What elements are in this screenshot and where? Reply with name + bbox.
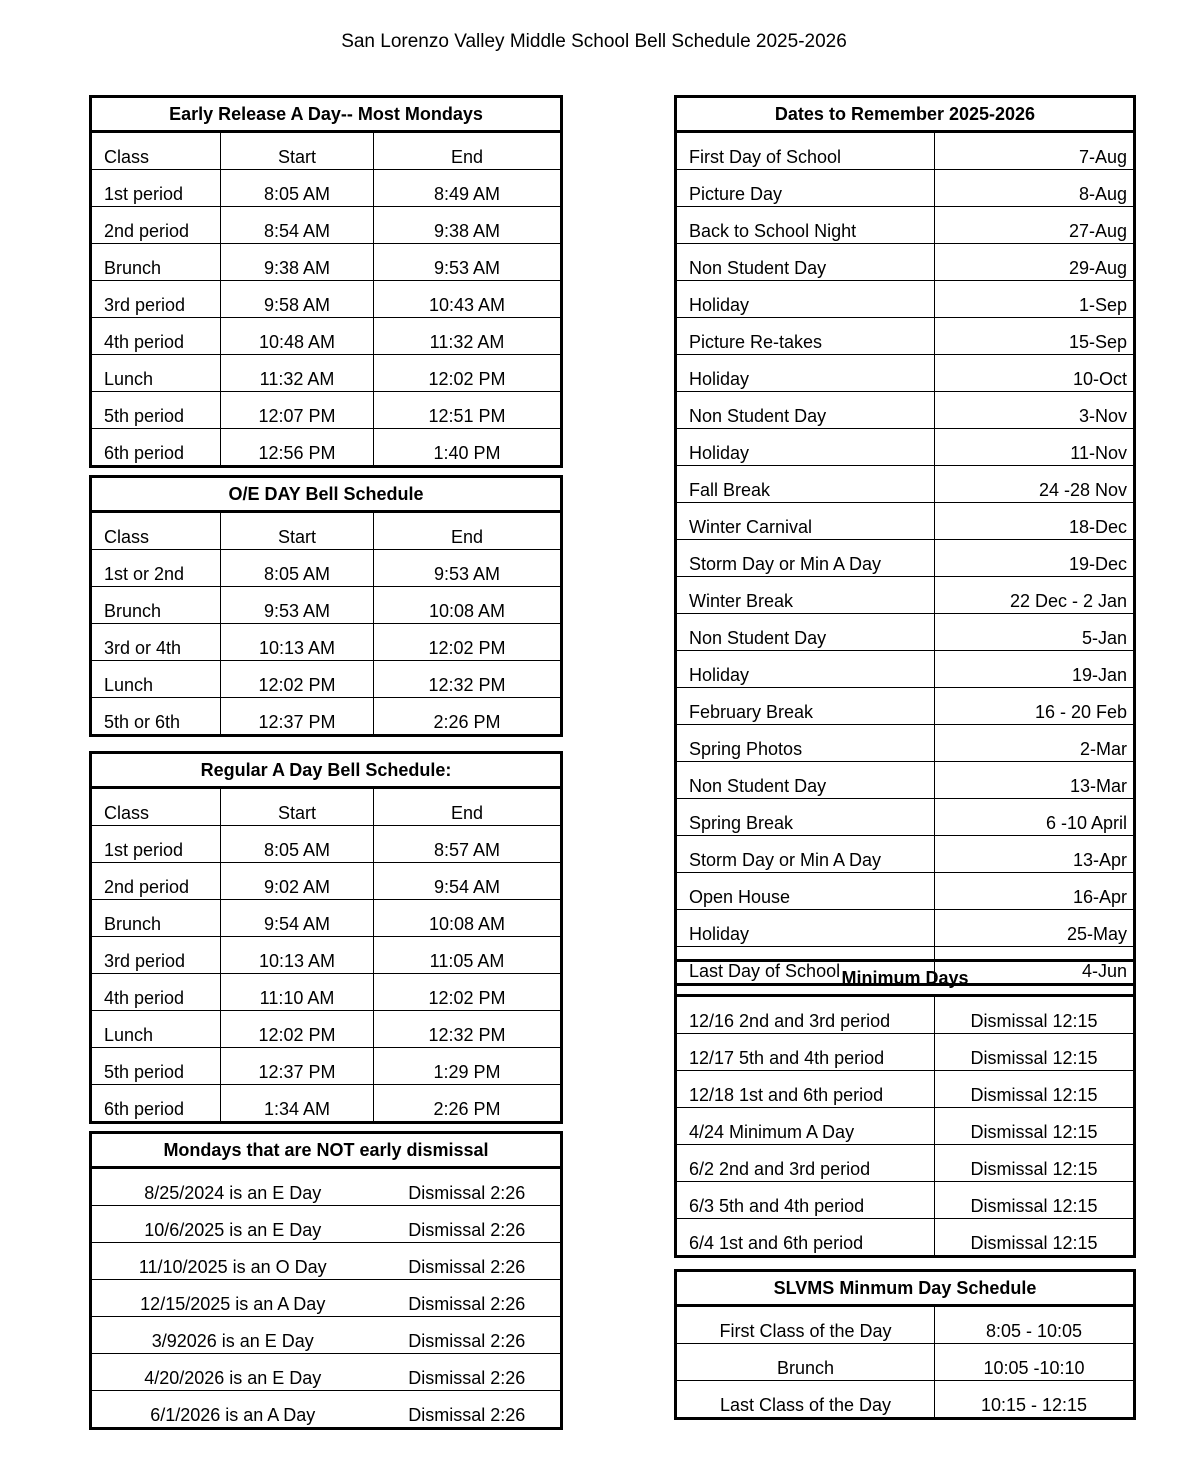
- value-cell: Dismissal 2:26: [374, 1168, 562, 1206]
- table-row: [676, 540, 1135, 577]
- start-time-cell: 10:13 AM: [221, 624, 374, 661]
- table-row: [91, 281, 562, 318]
- early-release-table: [89, 95, 563, 468]
- label-cell: 11/10/2025 is an O Day: [91, 1243, 374, 1280]
- start-time-cell: 11:10 AM: [221, 974, 374, 1011]
- class-cell: 6th period: [91, 429, 221, 467]
- value-cell: 8:05 - 10:05: [935, 1306, 1135, 1344]
- start-time-cell: 8:54 AM: [221, 207, 374, 244]
- class-cell: 5th period: [91, 392, 221, 429]
- label-cell: Non Student Day: [676, 614, 935, 651]
- table-row: [676, 1071, 1135, 1108]
- label-cell: Non Student Day: [676, 762, 935, 799]
- table-row: [676, 466, 1135, 503]
- end-time-cell: 12:02 PM: [374, 624, 562, 661]
- table-row: [91, 1206, 562, 1243]
- end-time-cell: 9:54 AM: [374, 863, 562, 900]
- mondays-heading: Mondays that are NOT early dismissal: [91, 1133, 562, 1168]
- start-time-cell: 10:48 AM: [221, 318, 374, 355]
- start-time-cell: 9:58 AM: [221, 281, 374, 318]
- table-row: [91, 900, 562, 937]
- label-cell: Non Student Day: [676, 244, 935, 281]
- table-row: [91, 132, 562, 170]
- label-cell: First Class of the Day: [676, 1306, 935, 1344]
- start-time-cell: 1:34 AM: [221, 1085, 374, 1123]
- table-row: [676, 799, 1135, 836]
- label-cell: Storm Day or Min A Day: [676, 540, 935, 577]
- value-cell: Dismissal 2:26: [374, 1243, 562, 1280]
- value-cell: 6 -10 April: [935, 799, 1135, 836]
- label-cell: Storm Day or Min A Day: [676, 836, 935, 873]
- table-row: [676, 244, 1135, 281]
- end-time-cell: 9:53 AM: [374, 550, 562, 587]
- label-cell: 12/16 2nd and 3rd period: [676, 996, 935, 1034]
- table-row: [676, 132, 1135, 170]
- label-cell: 6/2 2nd and 3rd period: [676, 1145, 935, 1182]
- table-row: [676, 207, 1135, 244]
- value-cell: Dismissal 12:15: [935, 1219, 1135, 1257]
- value-cell: Dismissal 12:15: [935, 1108, 1135, 1145]
- table-row: [91, 1168, 562, 1206]
- column-header-end: End: [374, 132, 562, 170]
- label-cell: Non Student Day: [676, 392, 935, 429]
- mondays-not-early-table: [89, 1131, 563, 1430]
- end-time-cell: 8:49 AM: [374, 170, 562, 207]
- end-time-cell: 10:08 AM: [374, 587, 562, 624]
- label-cell: Picture Day: [676, 170, 935, 207]
- end-time-cell: 9:38 AM: [374, 207, 562, 244]
- table-row: [91, 429, 562, 467]
- table-row: [91, 392, 562, 429]
- label-cell: Holiday: [676, 355, 935, 392]
- table-row: [676, 762, 1135, 799]
- value-cell: 11-Nov: [935, 429, 1135, 466]
- end-time-cell: 10:08 AM: [374, 900, 562, 937]
- table-row: [676, 503, 1135, 540]
- start-time-cell: 12:37 PM: [221, 698, 374, 736]
- value-cell: 25-May: [935, 910, 1135, 947]
- end-time-cell: 1:40 PM: [374, 429, 562, 467]
- regular-a-day-heading: Regular A Day Bell Schedule:: [91, 753, 562, 788]
- dates-heading: Dates to Remember 2025-2026: [676, 97, 1135, 132]
- minimum-days-heading: Minimum Days: [676, 961, 1135, 996]
- start-time-cell: 12:02 PM: [221, 1011, 374, 1048]
- start-time-cell: 9:54 AM: [221, 900, 374, 937]
- table-row: [91, 1048, 562, 1085]
- label-cell: Spring Photos: [676, 725, 935, 762]
- start-time-cell: 9:38 AM: [221, 244, 374, 281]
- label-cell: 12/15/2025 is an A Day: [91, 1280, 374, 1317]
- table-row: [91, 587, 562, 624]
- early-release-heading: Early Release A Day-- Most Mondays: [91, 97, 562, 132]
- class-cell: 2nd period: [91, 863, 221, 900]
- table-row: [676, 1306, 1135, 1344]
- end-time-cell: 10:43 AM: [374, 281, 562, 318]
- start-time-cell: 9:02 AM: [221, 863, 374, 900]
- table-row: [676, 355, 1135, 392]
- class-cell: 1st or 2nd: [91, 550, 221, 587]
- end-time-cell: 11:32 AM: [374, 318, 562, 355]
- label-cell: Last Class of the Day: [676, 1381, 935, 1419]
- column-header-start: Start: [221, 512, 374, 550]
- column-header-end: End: [374, 788, 562, 826]
- label-cell: Fall Break: [676, 466, 935, 503]
- table-row: [91, 863, 562, 900]
- table-row: [91, 1317, 562, 1354]
- table-row: [91, 661, 562, 698]
- page-title: San Lorenzo Valley Middle School Bell Schedule 2025-2026: [341, 31, 847, 52]
- label-cell: Holiday: [676, 651, 935, 688]
- table-row: [91, 512, 562, 550]
- table-row: [676, 392, 1135, 429]
- class-cell: 2nd period: [91, 207, 221, 244]
- table-row: [91, 1280, 562, 1317]
- value-cell: 24 -28 Nov: [935, 466, 1135, 503]
- label-cell: Last Day of School: [676, 947, 935, 985]
- table-row: [676, 996, 1135, 1034]
- table-row: [91, 974, 562, 1011]
- table-row: [676, 614, 1135, 651]
- table-row: [91, 788, 562, 826]
- start-time-cell: 9:53 AM: [221, 587, 374, 624]
- class-cell: 5th or 6th: [91, 698, 221, 736]
- label-cell: Holiday: [676, 910, 935, 947]
- value-cell: Dismissal 2:26: [374, 1354, 562, 1391]
- value-cell: 16-Apr: [935, 873, 1135, 910]
- value-cell: 3-Nov: [935, 392, 1135, 429]
- start-time-cell: 8:05 AM: [221, 826, 374, 863]
- end-time-cell: 9:53 AM: [374, 244, 562, 281]
- label-cell: 12/17 5th and 4th period: [676, 1034, 935, 1071]
- table-row: [676, 651, 1135, 688]
- value-cell: Dismissal 2:26: [374, 1206, 562, 1243]
- class-cell: 4th period: [91, 974, 221, 1011]
- oe-day-table: [89, 475, 563, 737]
- class-cell: 3rd period: [91, 281, 221, 318]
- value-cell: 10-Oct: [935, 355, 1135, 392]
- value-cell: Dismissal 2:26: [374, 1391, 562, 1429]
- minimum-days-table: [674, 959, 1136, 1258]
- end-time-cell: 12:32 PM: [374, 661, 562, 698]
- class-cell: 6th period: [91, 1085, 221, 1123]
- table-row: [676, 318, 1135, 355]
- label-cell: Picture Re-takes: [676, 318, 935, 355]
- value-cell: 13-Apr: [935, 836, 1135, 873]
- label-cell: 4/20/2026 is an E Day: [91, 1354, 374, 1391]
- table-row: [91, 1243, 562, 1280]
- end-time-cell: 11:05 AM: [374, 937, 562, 974]
- table-row: [676, 1219, 1135, 1257]
- class-cell: Brunch: [91, 587, 221, 624]
- label-cell: 12/18 1st and 6th period: [676, 1071, 935, 1108]
- table-row: [676, 1182, 1135, 1219]
- value-cell: Dismissal 12:15: [935, 1145, 1135, 1182]
- table-row: [676, 688, 1135, 725]
- column-header-start: Start: [221, 132, 374, 170]
- value-cell: 27-Aug: [935, 207, 1135, 244]
- end-time-cell: 2:26 PM: [374, 698, 562, 736]
- label-cell: Winter Carnival: [676, 503, 935, 540]
- value-cell: 13-Mar: [935, 762, 1135, 799]
- table-row: [676, 910, 1135, 947]
- start-time-cell: 8:05 AM: [221, 550, 374, 587]
- label-cell: Spring Break: [676, 799, 935, 836]
- table-row: [91, 826, 562, 863]
- value-cell: 19-Jan: [935, 651, 1135, 688]
- oe-day-heading: O/E DAY Bell Schedule: [91, 477, 562, 512]
- table-row: [91, 1354, 562, 1391]
- value-cell: 10:05 -10:10: [935, 1344, 1135, 1381]
- column-header-class: Class: [91, 132, 221, 170]
- dates-to-remember-table: [674, 95, 1136, 986]
- value-cell: Dismissal 12:15: [935, 1034, 1135, 1071]
- min-day-schedule-heading: SLVMS Minmum Day Schedule: [676, 1271, 1135, 1306]
- value-cell: 5-Jan: [935, 614, 1135, 651]
- class-cell: 4th period: [91, 318, 221, 355]
- table-row: [91, 244, 562, 281]
- value-cell: 10:15 - 12:15: [935, 1381, 1135, 1419]
- end-time-cell: 1:29 PM: [374, 1048, 562, 1085]
- table-row: [676, 170, 1135, 207]
- class-cell: 3rd period: [91, 937, 221, 974]
- regular-a-day-table: [89, 751, 563, 1124]
- column-header-class: Class: [91, 512, 221, 550]
- label-cell: 6/4 1st and 6th period: [676, 1219, 935, 1257]
- class-cell: 3rd or 4th: [91, 624, 221, 661]
- table-row: [676, 873, 1135, 910]
- value-cell: 19-Dec: [935, 540, 1135, 577]
- label-cell: Open House: [676, 873, 935, 910]
- class-cell: Brunch: [91, 244, 221, 281]
- table-row: [91, 355, 562, 392]
- value-cell: 2-Mar: [935, 725, 1135, 762]
- start-time-cell: 12:56 PM: [221, 429, 374, 467]
- table-row: [91, 207, 562, 244]
- value-cell: 4-Jun: [935, 947, 1135, 985]
- class-cell: 5th period: [91, 1048, 221, 1085]
- class-cell: Lunch: [91, 661, 221, 698]
- min-day-schedule-table: [674, 1269, 1136, 1420]
- table-row: [676, 1145, 1135, 1182]
- table-row: [91, 624, 562, 661]
- value-cell: 16 - 20 Feb: [935, 688, 1135, 725]
- value-cell: 22 Dec - 2 Jan: [935, 577, 1135, 614]
- label-cell: 3/92026 is an E Day: [91, 1317, 374, 1354]
- start-time-cell: 12:07 PM: [221, 392, 374, 429]
- label-cell: Holiday: [676, 281, 935, 318]
- table-row: [676, 1108, 1135, 1145]
- table-row: [676, 725, 1135, 762]
- value-cell: 18-Dec: [935, 503, 1135, 540]
- value-cell: 29-Aug: [935, 244, 1135, 281]
- start-time-cell: 10:13 AM: [221, 937, 374, 974]
- label-cell: Brunch: [676, 1344, 935, 1381]
- table-row: [676, 429, 1135, 466]
- label-cell: 8/25/2024 is an E Day: [91, 1168, 374, 1206]
- value-cell: Dismissal 2:26: [374, 1317, 562, 1354]
- value-cell: 1-Sep: [935, 281, 1135, 318]
- class-cell: Lunch: [91, 355, 221, 392]
- value-cell: Dismissal 12:15: [935, 1071, 1135, 1108]
- table-row: [676, 577, 1135, 614]
- start-time-cell: 12:37 PM: [221, 1048, 374, 1085]
- table-row: [91, 937, 562, 974]
- value-cell: Dismissal 2:26: [374, 1280, 562, 1317]
- table-row: [676, 281, 1135, 318]
- table-row: [91, 1085, 562, 1123]
- class-cell: 1st period: [91, 170, 221, 207]
- table-row: [91, 1391, 562, 1429]
- end-time-cell: 8:57 AM: [374, 826, 562, 863]
- column-header-end: End: [374, 512, 562, 550]
- value-cell: Dismissal 12:15: [935, 1182, 1135, 1219]
- end-time-cell: 12:02 PM: [374, 974, 562, 1011]
- table-row: [91, 698, 562, 736]
- column-header-class: Class: [91, 788, 221, 826]
- end-time-cell: 2:26 PM: [374, 1085, 562, 1123]
- table-row: [91, 318, 562, 355]
- end-time-cell: 12:32 PM: [374, 1011, 562, 1048]
- value-cell: 7-Aug: [935, 132, 1135, 170]
- table-row: [91, 1011, 562, 1048]
- label-cell: 6/1/2026 is an A Day: [91, 1391, 374, 1429]
- value-cell: 8-Aug: [935, 170, 1135, 207]
- table-row: [676, 1381, 1135, 1419]
- label-cell: Holiday: [676, 429, 935, 466]
- label-cell: February Break: [676, 688, 935, 725]
- table-row: [91, 550, 562, 587]
- value-cell: Dismissal 12:15: [935, 996, 1135, 1034]
- end-time-cell: 12:02 PM: [374, 355, 562, 392]
- table-row: [676, 1034, 1135, 1071]
- start-time-cell: 12:02 PM: [221, 661, 374, 698]
- class-cell: Brunch: [91, 900, 221, 937]
- end-time-cell: 12:51 PM: [374, 392, 562, 429]
- value-cell: 15-Sep: [935, 318, 1135, 355]
- label-cell: 6/3 5th and 4th period: [676, 1182, 935, 1219]
- label-cell: Winter Break: [676, 577, 935, 614]
- table-row: [676, 1344, 1135, 1381]
- label-cell: First Day of School: [676, 132, 935, 170]
- class-cell: Lunch: [91, 1011, 221, 1048]
- label-cell: Back to School Night: [676, 207, 935, 244]
- start-time-cell: 11:32 AM: [221, 355, 374, 392]
- start-time-cell: 8:05 AM: [221, 170, 374, 207]
- label-cell: 4/24 Minimum A Day: [676, 1108, 935, 1145]
- table-row: [676, 836, 1135, 873]
- table-row: [91, 170, 562, 207]
- label-cell: 10/6/2025 is an E Day: [91, 1206, 374, 1243]
- column-header-start: Start: [221, 788, 374, 826]
- class-cell: 1st period: [91, 826, 221, 863]
